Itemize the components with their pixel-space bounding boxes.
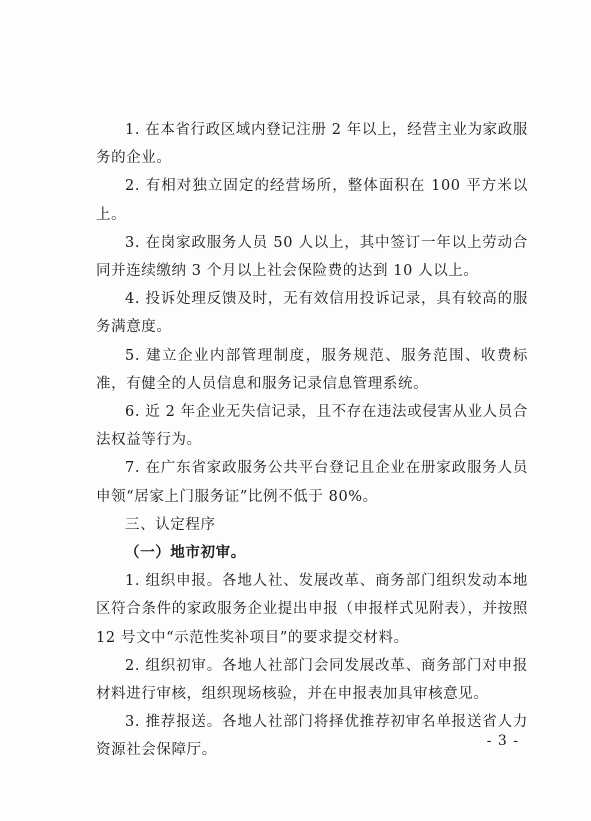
criteria-item-2: 2. 有相对独立固定的经营场所，整体面积在 100 平方米以上。 [96,178,528,223]
criteria-item-4: 4. 投诉处理反馈及时，无有效信用投诉记录，具有较高的服务满意度。 [96,291,528,336]
criteria-item-3: 3. 在岗家政服务人员 50 人以上，其中签订一年以上劳动合同并连续缴纳 3 个月以上社会保险费的达到 10 人以上。 [96,234,528,280]
procedure-step-2: 2. 组织初审。各地人社部门会同发展改革、商务部门对申报材料进行审核，组织现场核验，并在申报表加具审核意见。 [96,657,528,703]
criteria-item-1: 1. 在本省行政区域内登记注册 2 年以上，经营主业为家政服务的企业。 [96,122,528,167]
page-number: - 3 - [486,733,519,749]
criteria-item-6: 6. 近 2 年企业无失信记录，且不存在违法或侵害从业人员合法权益等行为。 [96,404,528,449]
criteria-item-5: 5. 建立企业内部管理制度，服务规范、服务范围、收费标准，有健全的人员信息和服务记录信息管理系统。 [96,347,528,392]
section-heading: 三、认定程序 [125,516,216,533]
document-body [96,116,528,765]
procedure-step-1: 1. 组织申报。各地人社、发展改革、商务部门组织发动本地区符合条件的家政服务企业提出申报（申报样式见附表），并按照 12 号文中“示范性奖补项目”的要求提交材料。 [96,573,528,646]
subsection-heading: （一）地市初审。 [125,544,246,562]
criteria-item-7: 7. 在广东省家政服务公共平台登记且企业在册家政服务人员申领“居家上门服务证”比例不低于 80%。 [96,460,528,505]
procedure-step-3: 3. 推荐报送。各地人社部门将择优推荐初审名单报送省人力资源社会保障厅。 [96,714,528,759]
